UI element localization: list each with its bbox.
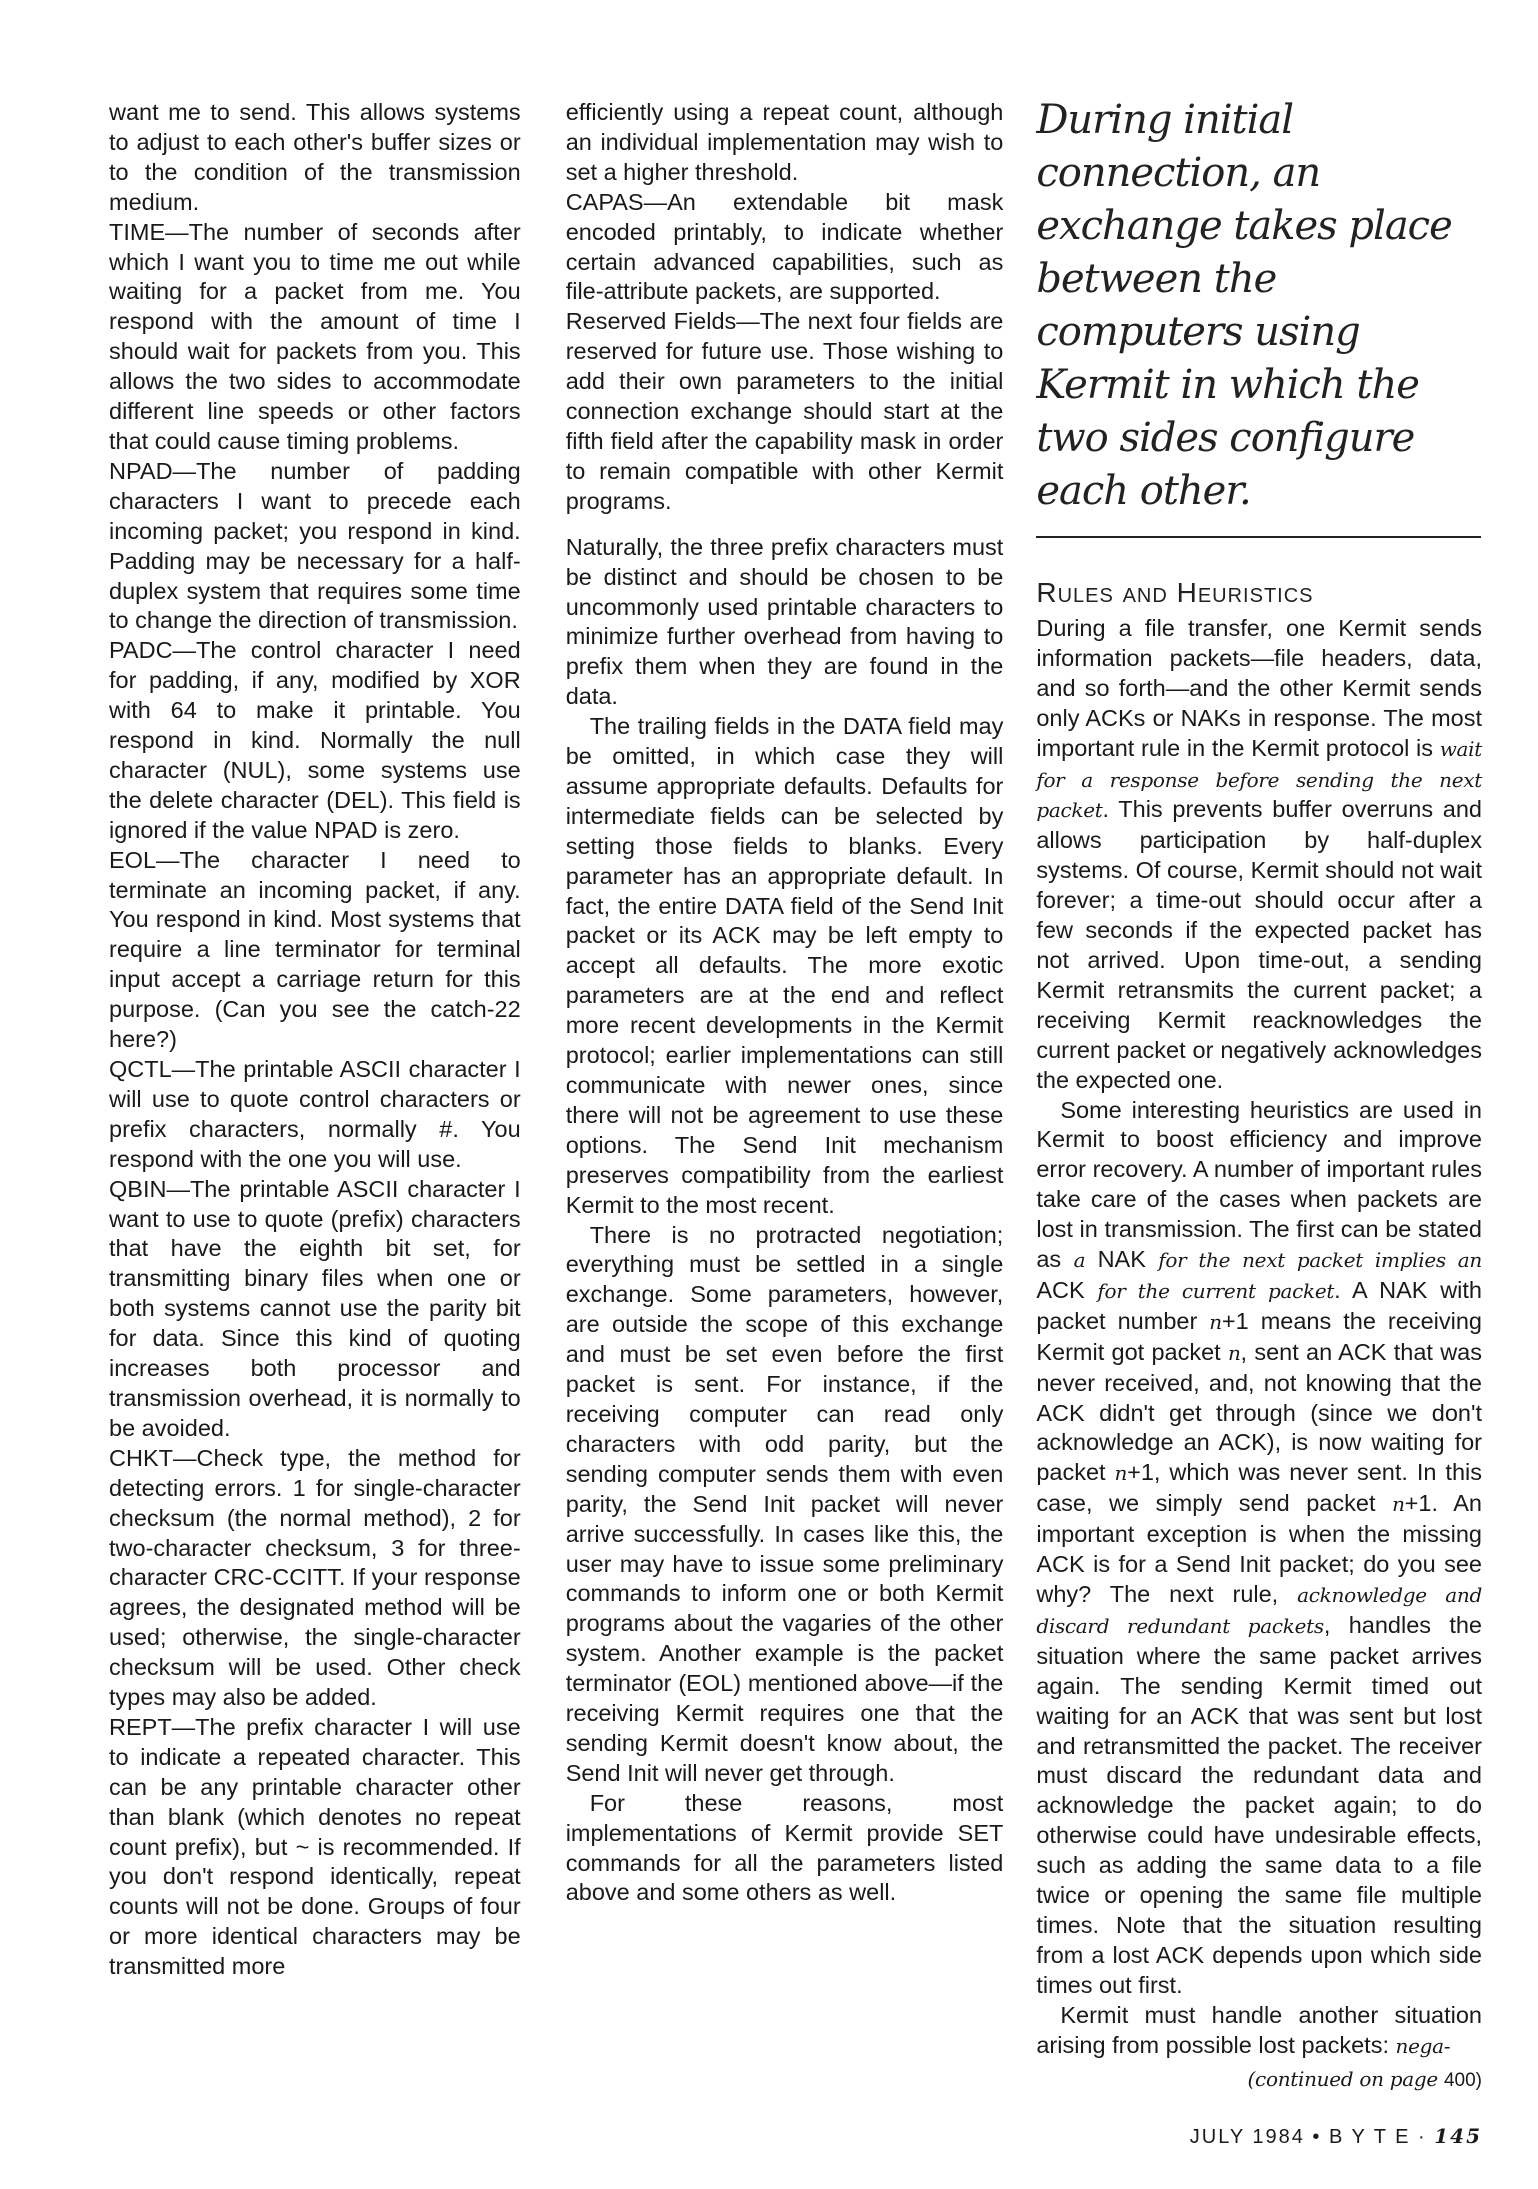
text: +1 means the receiving Kermit got packet: [1036, 1307, 1482, 1365]
italic-text: wait for a response before sending the next packet: [1036, 736, 1482, 823]
paragraph: For these reasons, most implementations of Kermit provide SET commands for all the parameters listed above and some others as well.: [565, 1789, 1004, 1906]
continued-page: 400: [1443, 2069, 1476, 2091]
text: , handles the situation where the same packet arrives again. The sending Kermit timed out waiting for an ACK that was sent but lost and retransmitted the packet. The receiver must discard the redundant data and acknowledge the packet again; to do otherwise could have undesirable effects, such as adding the same data to a file twice or opening the same file multiple times. Note that the situation resulting from a lost ACK depends upon which side times out first.: [1036, 1611, 1482, 1998]
text: , sent an ACK that was never received, and, not knowing that the ACK didn't get through (since we don't acknowledge an ACK), is now waiting for packet: [1036, 1338, 1482, 1486]
divider: [1036, 536, 1481, 538]
text: . This prevents buffer overruns and allows participation by half-duplex systems. Of course, Kermit should not wait forever; a time-out should occur after a few seconds if the expected packet has not arrived. Upon time-out, a sending Kermit retransmits the current packet; a receiving Kermit reacknowledges the current packet or negatively acknowledges the expected one.: [1036, 796, 1482, 1093]
column-3-body: [1036, 614, 1482, 2062]
text: . A NAK with packet number: [1036, 1276, 1482, 1334]
text: Some interesting heuristics are used in Kermit to boost efficiency and improve error recovery. A number of important rules take care of the cases when packets are lost in transmission. The first can be stated as: [1036, 1096, 1482, 1273]
italic-text: n: [1392, 1492, 1405, 1517]
paragraph: CHKT—Check type, the method for detecting errors. 1 for single-character checksum (the normal method), 2 for two-character checksum, 3 for three-character CRC-CCITT. If your response agrees, the designated method will be used; otherwise, the single-character checksum will be used. Other check types may also be added.: [109, 1444, 521, 1711]
paragraph: REPT—The prefix character I will use to indicate a repeated character. This can be any printable character other than blank (which denotes no repeat count prefix), but ~ is recommended. If you don't respond identically, repeat counts will not be done. Groups of four or more identical characters may be transmitted more: [109, 1713, 521, 1980]
columns: [109, 98, 1482, 2094]
section-heading: Rules and Heuristics: [1036, 577, 1314, 608]
italic-text: nega-: [1395, 2033, 1451, 2058]
page-number: 145: [1434, 2123, 1482, 2148]
italic-text: n: [1227, 1340, 1241, 1365]
paragraph: want me to send. This allows systems to adjust to each other's buffer sizes or to the condition of the transmission medium.: [109, 99, 521, 215]
paragraph: [1036, 1096, 1482, 2001]
page-footer: JULY 1984 • B Y T E · 145: [1189, 2123, 1482, 2148]
paragraph: [1036, 614, 1482, 1096]
paragraph: efficiently using a repeat count, although an individual implementation may wish to set a higher threshold.: [565, 99, 1004, 185]
paragraph: Naturally, the three prefix characters must be distinct and should be chosen to be uncommonly used printable characters to minimize further overhead from having to prefix them when they are found in the data.: [565, 533, 1004, 710]
italic-text: for the next packet implies an: [1158, 1248, 1482, 1273]
text: Kermit must handle another situation arising from possible lost packets:: [1036, 2001, 1482, 2058]
paragraph: EOL—The character I need to terminate an incoming packet, if any. You respond in kind. Most systems that require a line terminator for terminal input accept a carriage return for this purpose. (Can you see the catch-22 here?): [109, 846, 521, 1053]
italic-text: n: [1114, 1461, 1128, 1486]
italic-text: acknowledge and discard redundant packets: [1036, 1583, 1482, 1638]
paragraph: Reserved Fields—The next four fields are reserved for future use. Those wishing to add their own parameters to the initial connection exchange should start at the fifth field after the capability mask in order to remain compatible with other Kermit programs.: [565, 308, 1004, 514]
continued-close: ): [1475, 2069, 1482, 2091]
text: NAK: [1085, 1246, 1159, 1273]
issue-date: JULY 1984: [1189, 2125, 1305, 2148]
paragraph: NPAD—The number of padding characters I want to precede each incoming packet; you respond in kind. Padding may be necessary for a half-duplex system that requires some time to change the direction of transmission.: [109, 457, 521, 634]
text: During a file transfer, one Kermit sends information packets—file headers, data, and so forth—and the other Kermit sends only ACKs or NAKs in response. The most important rule in the Kermit protocol is: [1036, 615, 1482, 761]
paragraph: TIME—The number of seconds after which I want you to time me out while waiting for a packet from me. You respond with the amount of time I should wait for packets from you. This allows the two sides to accommodate different line speeds or other factors that could cause timing problems.: [109, 218, 521, 454]
magazine-name: B Y T E: [1329, 2125, 1411, 2148]
pull-quote: During initial connection, an exchange takes place between the computers using Kermit in which the two sides configure each other.: [1036, 97, 1452, 514]
paragraph: QCTL—The printable ASCII character I will use to quote control characters or prefix characters, normally #. You respond with the one you will use.: [109, 1056, 521, 1172]
italic-text: n: [1209, 1309, 1222, 1334]
text: +1, which was never sent. In this case, we simply send packet: [1036, 1459, 1482, 1517]
italic-text: a: [1073, 1248, 1086, 1273]
text: +1. An important exception is when the missing ACK is for a Send Init packet; do you see why? The next rule,: [1036, 1490, 1482, 1607]
paragraph: There is no protracted negotiation; everything must be settled in a single exchange. Some parameters, however, are outside the scope of this exchange and must be set even before the first packet is sent. For instance, if the receiving computer can read only characters with odd parity, but the sending computer sends them with even parity, the Send Init packet will never arrive successfully. In cases like this, the user may have to issue some preliminary commands to inform one or both Kermit programs about the vagaries of the other system. Another example is the packet terminator (EOL) mentioned above—if the receiving Kermit requires one that the sending Kermit doesn't know about, the Send Init will never get through.: [565, 1221, 1004, 1786]
paragraph: The trailing fields in the DATA field may be omitted, in which case they will assume appropriate defaults. Defaults for intermediate fields can be selected by setting those fields to blanks. Every parameter has an appropriate default. In fact, the entire DATA field of the Send Init packet or its ACK may be left empty to accept all defaults. The more exotic parameters are at the end and reflect more recent developments in the Kermit protocol; earlier implementations can still communicate with newer ones, since there will not be agreement to use these options. The Send Init mechanism preserves compatibility from the earliest Kermit to the most recent.: [565, 713, 1004, 1218]
italic-text: for the current packet: [1097, 1278, 1335, 1303]
paragraph: QBIN—The printable ASCII character I want to use to quote (prefix) characters that have the eighth bit set, for transmitting binary files when one or both systems cannot use the parity bit for data. Since this kind of quoting increases both processor and transmission overhead, it is normally to be avoided.: [109, 1175, 521, 1441]
paragraph: CAPAS—An extendable bit mask encoded printably, to indicate whether certain advanced capabilities, such as file-attribute packets, are supported.: [565, 188, 1004, 305]
paragraph: PADC—The control character I need for padding, if any, modified by XOR with 64 to make it printable. You respond in kind. Normally the null character (NUL), some systems use the delete character (DEL). This field is ignored if the value NPAD is zero.: [109, 637, 521, 843]
text: ACK: [1036, 1276, 1098, 1303]
column-1: [109, 98, 521, 1982]
paragraph: [1036, 2001, 1482, 2062]
column-2: [566, 98, 1004, 1908]
continued-label: (continued on page: [1247, 2066, 1444, 2091]
column-3: [1036, 98, 1482, 2094]
continued-note: [1036, 2066, 1482, 2094]
